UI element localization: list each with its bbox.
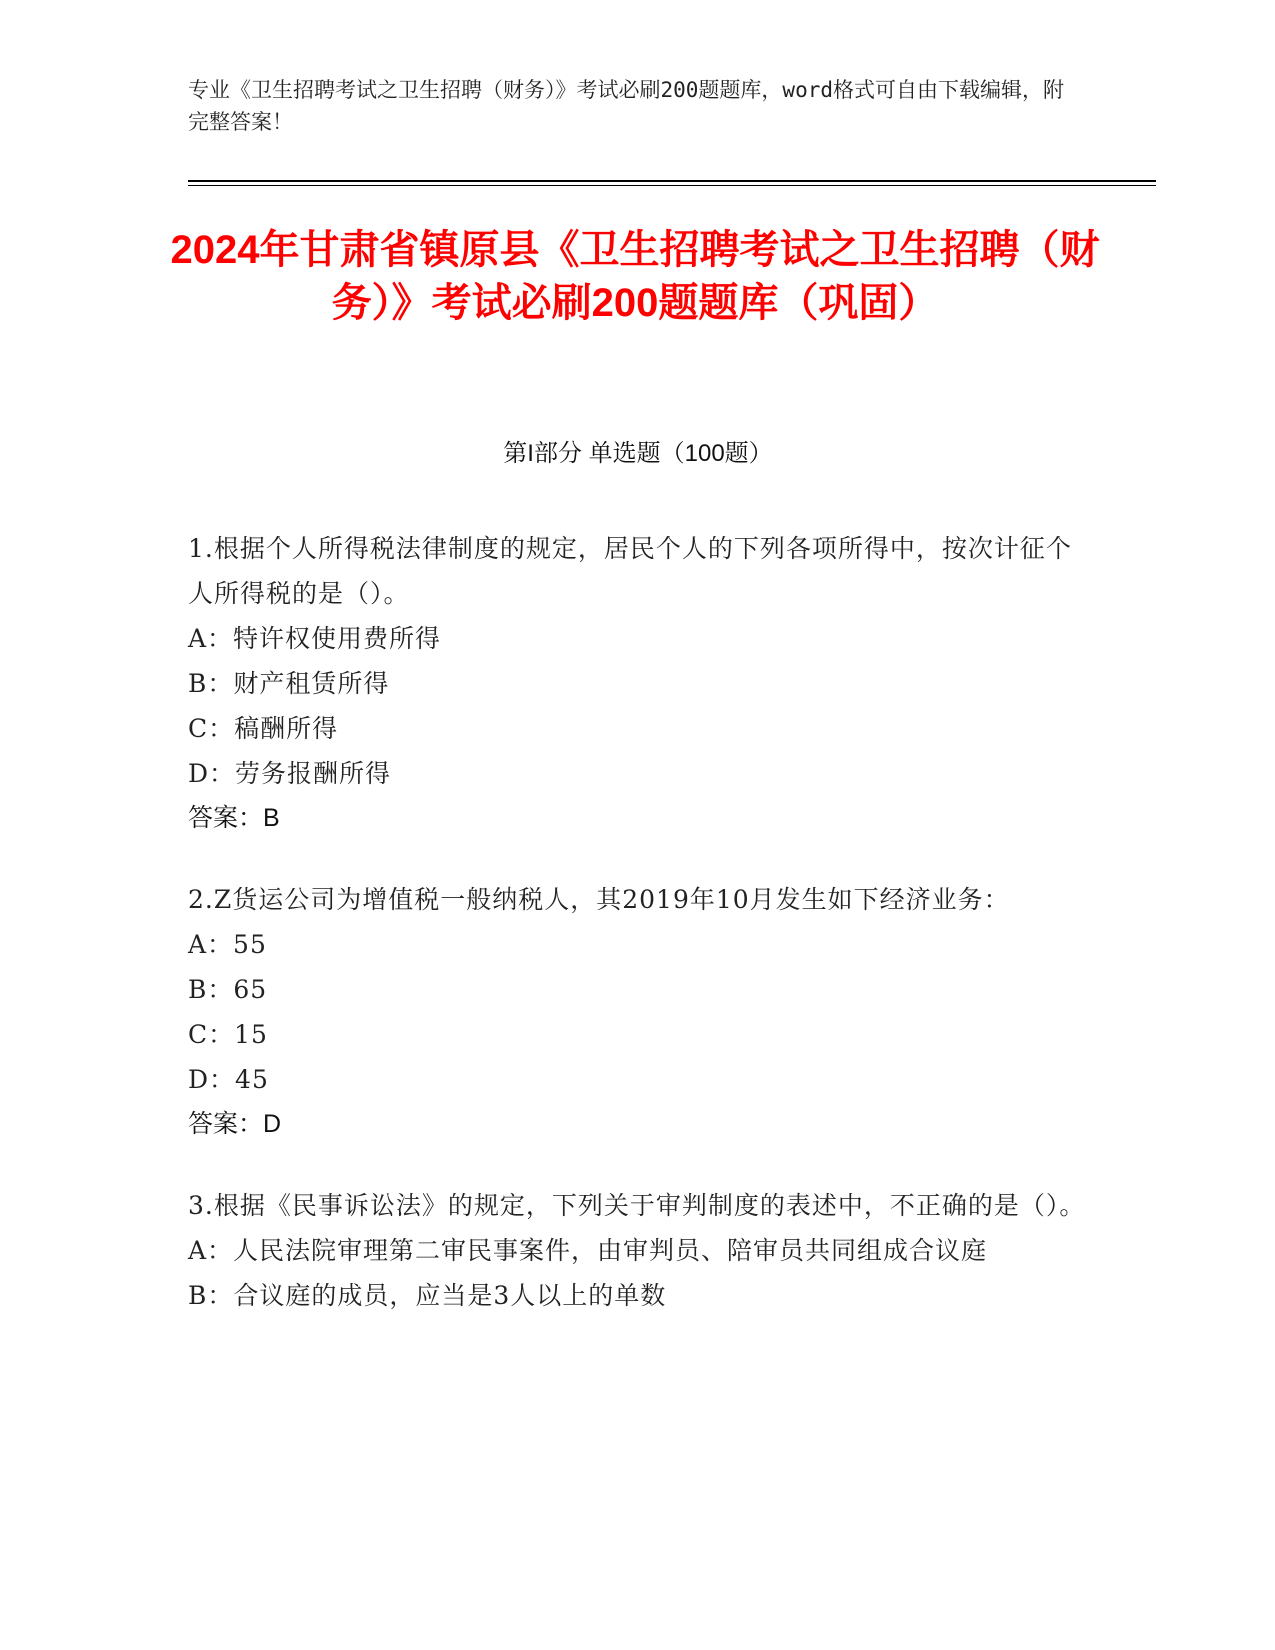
question-stem: 1.根据个人所得税法律制度的规定，居民个人的下列各项所得中，按次计征个人所得税的是（）。 — [188, 534, 1072, 608]
question-list — [188, 526, 1088, 1354]
option-c: C：稿酬所得 — [188, 714, 339, 743]
option-d: D：劳务报酬所得 — [188, 759, 392, 788]
question-item — [188, 526, 1088, 841]
question-stem: 2.Z货运公司为增值税一般纳税人，其2019年10月发生如下经济业务： — [188, 885, 1010, 914]
header-divider-thin — [188, 185, 1156, 186]
question-item — [188, 877, 1088, 1147]
answer-line: 答案：B — [188, 804, 280, 832]
option-d: D：45 — [188, 1065, 269, 1094]
option-a: A：55 — [188, 930, 267, 959]
header-note: 专业《卫生招聘考试之卫生招聘（财务）》考试必刷200题题库，word格式可自由下载编辑，附完整答案！ — [188, 78, 1064, 134]
option-a: A：特许权使用费所得 — [188, 624, 442, 653]
answer-line: 答案：D — [188, 1110, 282, 1138]
section-heading: 第I部分 单选题（100题） — [503, 440, 773, 467]
option-b: B：65 — [188, 975, 268, 1004]
header-divider-thick — [188, 180, 1156, 182]
option-c: C：15 — [188, 1020, 268, 1049]
document-title: 2024年甘肃省镇原县《卫生招聘考试之卫生招聘（财务）》考试必刷200题题库（巩固） — [170, 228, 1100, 325]
option-a: A：人民法院审理第二审民事案件，由审判员、陪审员共同组成合议庭 — [188, 1236, 988, 1265]
question-stem: 3.根据《民事诉讼法》的规定，下列关于审判制度的表述中，不正确的是（）。 — [188, 1191, 1086, 1220]
question-item — [188, 1183, 1088, 1318]
option-b: B：财产租赁所得 — [188, 669, 390, 698]
option-b: B：合议庭的成员，应当是3人以上的单数 — [188, 1281, 667, 1310]
